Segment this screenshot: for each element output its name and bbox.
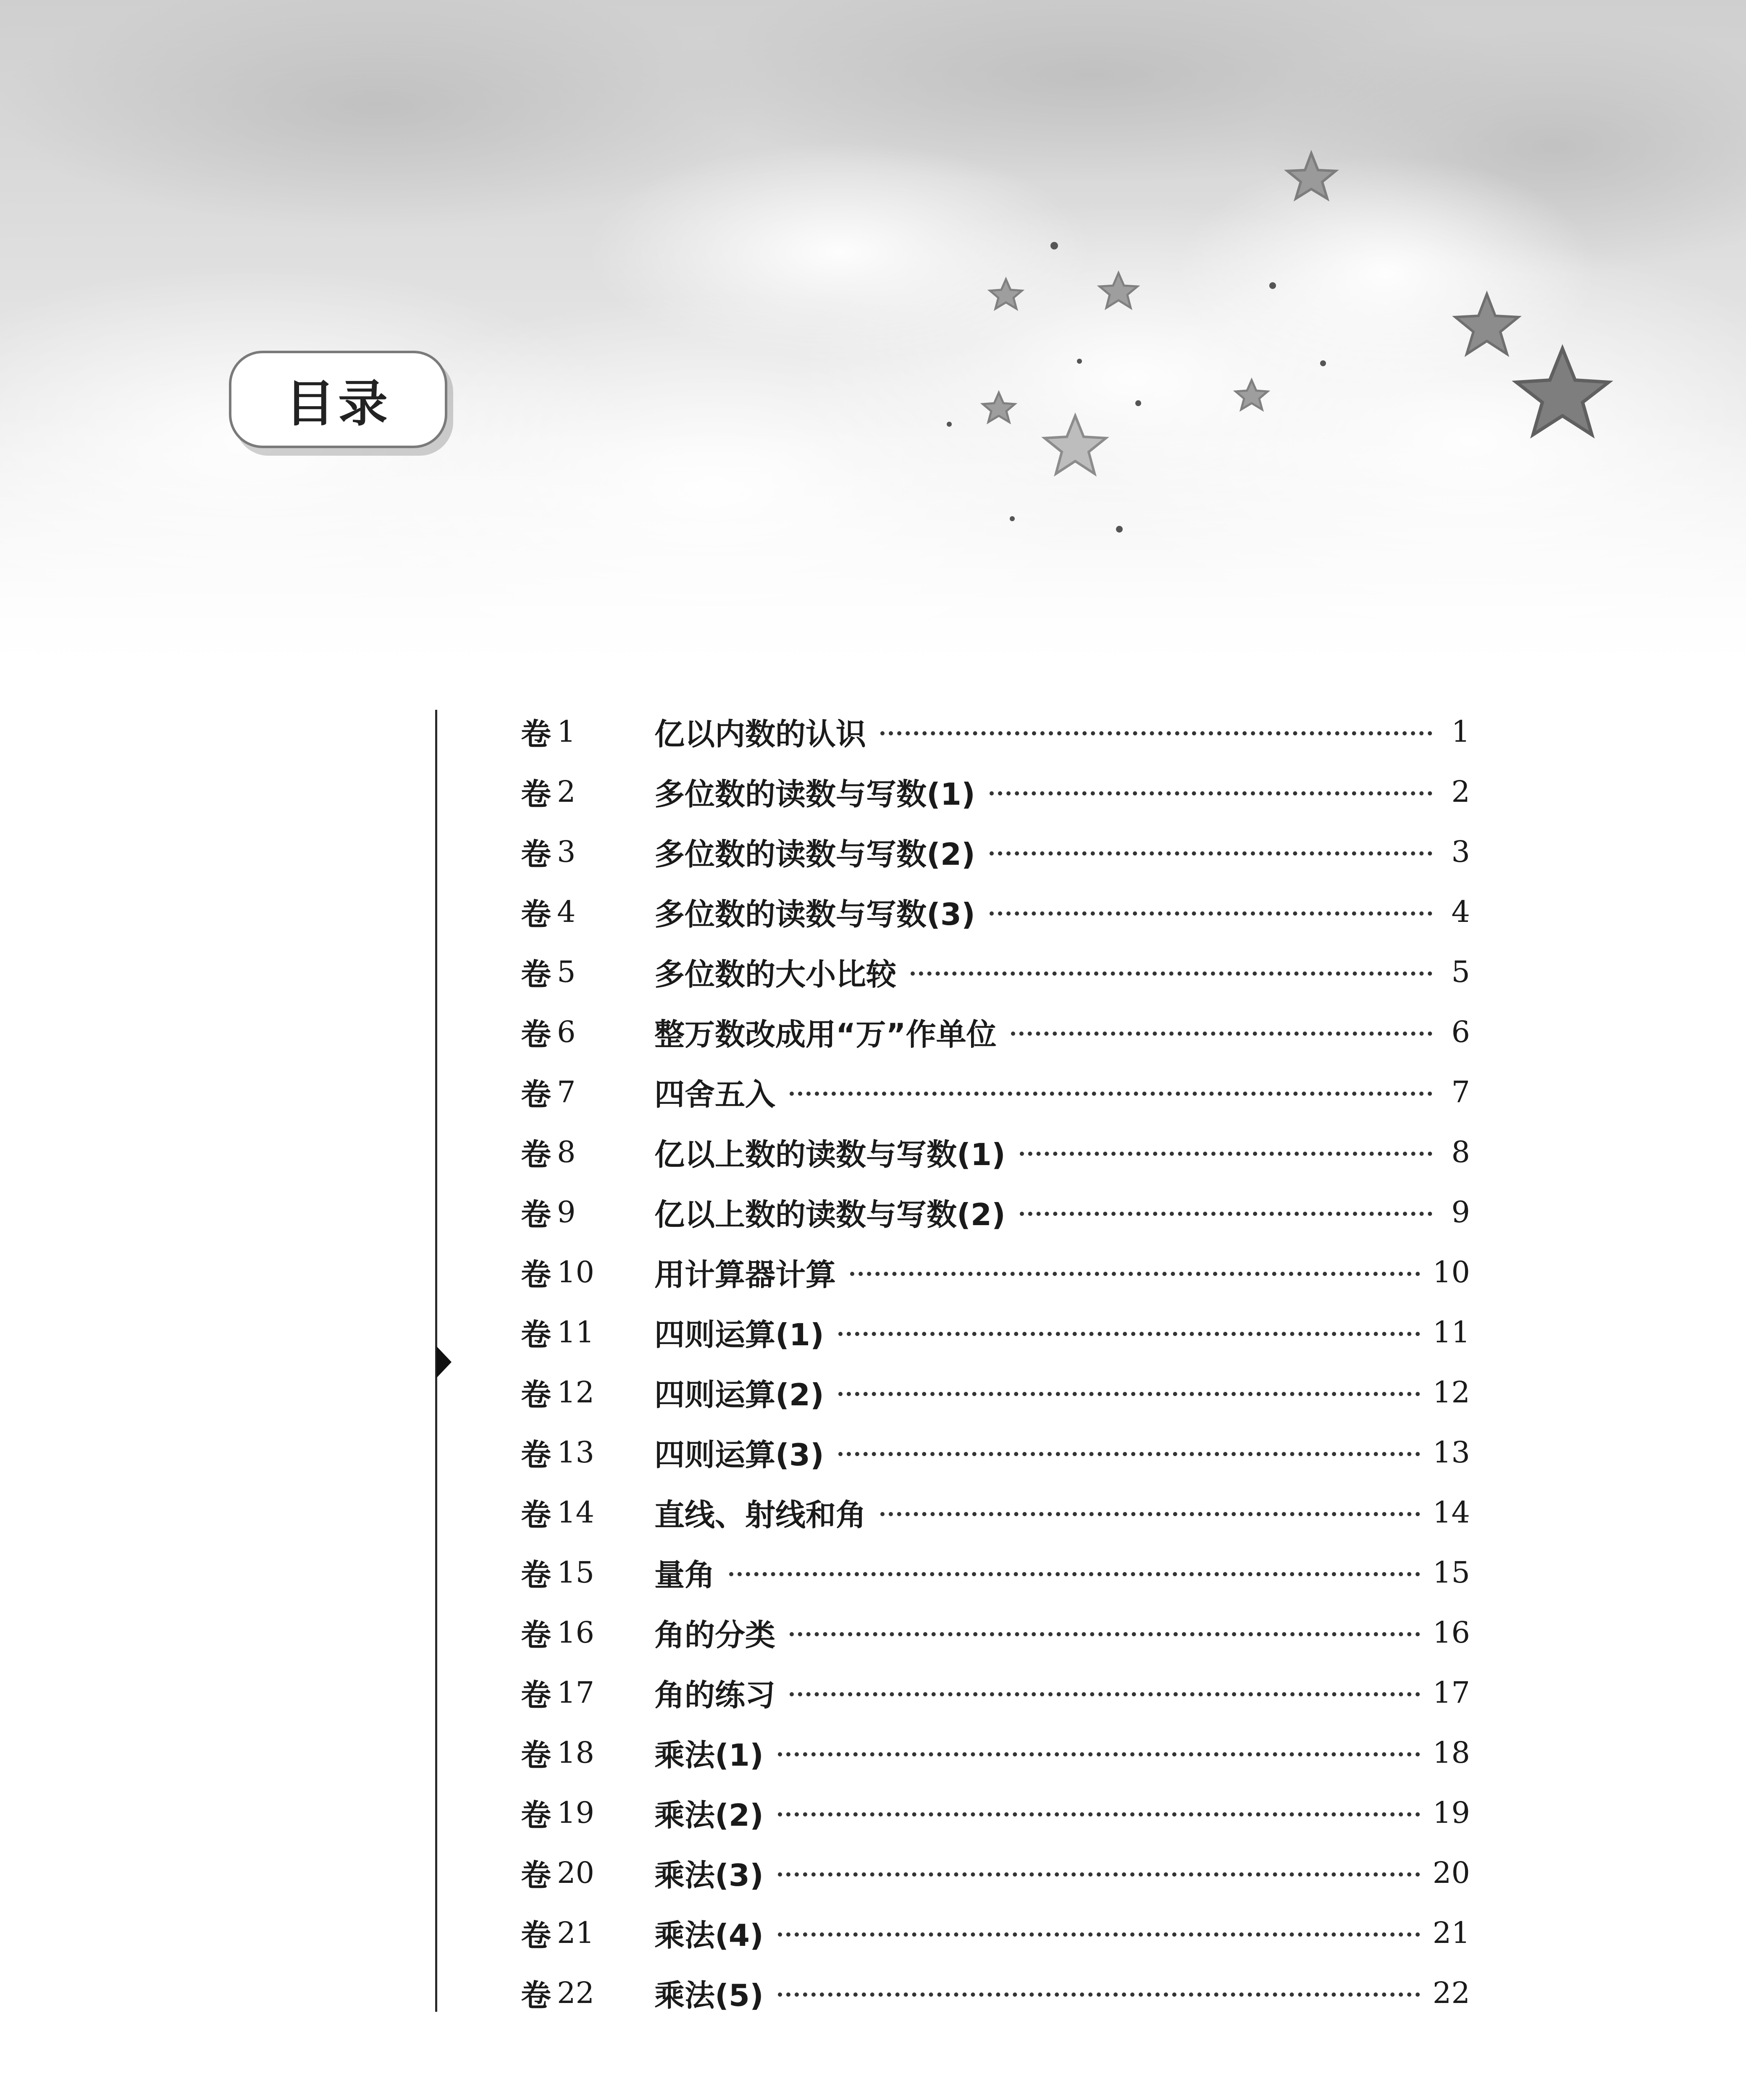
leader-dots	[838, 1392, 1420, 1396]
entry-title: 多位数的读数与写数(3)	[654, 896, 975, 932]
entry-title: 量角	[654, 1557, 715, 1593]
entry-prefix: 卷	[521, 896, 551, 932]
toc-entry[interactable]	[521, 1843, 1470, 1903]
entry-prefix: 卷	[521, 1137, 551, 1172]
entry-page: 17	[1432, 1675, 1470, 1710]
entry-page: 1	[1451, 714, 1470, 749]
toc-entry[interactable]	[521, 822, 1470, 882]
entry-title: 四则运算(2)	[654, 1377, 824, 1412]
entry-title: 直线、射线和角	[654, 1497, 866, 1533]
entry-title: 整万数改成用“万”作单位	[654, 1016, 997, 1052]
leader-dots	[850, 1272, 1420, 1276]
entry-page: 19	[1432, 1795, 1470, 1830]
toc-entry[interactable]	[521, 1963, 1470, 2023]
toc-entry[interactable]	[521, 1302, 1470, 1362]
entry-title: 多位数的读数与写数(2)	[654, 836, 975, 872]
entry-number: 10	[557, 1255, 595, 1289]
entry-title: 四则运算(3)	[654, 1437, 824, 1473]
entry-prefix: 卷	[521, 836, 551, 872]
leader-dots	[778, 1872, 1420, 1877]
toc-entry[interactable]	[521, 1602, 1470, 1662]
entry-number: 16	[557, 1615, 595, 1650]
page-title: 目录	[285, 375, 391, 433]
entry-prefix: 卷	[521, 716, 551, 752]
entry-title: 亿以上数的读数与写数(2)	[654, 1197, 1006, 1232]
toc-entry[interactable]	[521, 1362, 1470, 1422]
entry-title: 多位数的大小比较	[654, 956, 897, 992]
leader-dots	[990, 851, 1432, 856]
leader-dots	[838, 1452, 1420, 1456]
entry-title: 亿以内数的认识	[654, 716, 866, 752]
leader-dots	[790, 1692, 1420, 1696]
entry-page: 13	[1432, 1435, 1470, 1470]
leader-dots	[990, 911, 1432, 916]
entry-page: 4	[1451, 894, 1470, 929]
toc-entry[interactable]	[521, 942, 1470, 1002]
entry-page: 9	[1451, 1194, 1470, 1229]
entry-number: 13	[557, 1435, 595, 1470]
entry-page: 20	[1432, 1855, 1470, 1890]
entry-page: 5	[1451, 954, 1470, 989]
entry-page: 2	[1451, 774, 1470, 809]
entry-prefix: 卷	[521, 1917, 551, 1953]
leader-dots	[729, 1572, 1420, 1576]
entry-prefix: 卷	[521, 1497, 551, 1533]
entry-number: 14	[557, 1495, 595, 1530]
entry-title: 乘法(2)	[654, 1797, 764, 1833]
entry-prefix: 卷	[521, 1076, 551, 1112]
entry-number: 12	[557, 1375, 595, 1410]
entry-page: 12	[1432, 1375, 1470, 1410]
entry-prefix: 卷	[521, 1437, 551, 1473]
leader-dots	[778, 1812, 1420, 1816]
toc-entry[interactable]	[521, 882, 1470, 942]
leader-dots	[1011, 1032, 1432, 1036]
entry-number: 3	[557, 834, 576, 869]
entry-page: 18	[1432, 1735, 1470, 1770]
entry-page: 21	[1432, 1915, 1470, 1950]
leader-dots	[880, 1512, 1420, 1516]
toc-entry[interactable]	[521, 1062, 1470, 1122]
toc-entry[interactable]	[521, 761, 1470, 822]
leader-dots	[911, 971, 1432, 976]
entry-number: 22	[557, 1975, 595, 2010]
entry-number: 21	[557, 1915, 595, 1950]
entry-prefix: 卷	[521, 1016, 551, 1052]
entry-prefix: 卷	[521, 1617, 551, 1653]
entry-prefix: 卷	[521, 1977, 551, 2013]
toc-entry[interactable]	[521, 1242, 1470, 1302]
leader-dots	[778, 1752, 1420, 1756]
toc-entry[interactable]	[521, 1422, 1470, 1482]
leader-dots	[880, 731, 1432, 735]
toc-entry[interactable]	[521, 1482, 1470, 1542]
header-cloud-background	[0, 0, 1746, 689]
entry-prefix: 卷	[521, 1197, 551, 1232]
entry-number: 11	[557, 1315, 595, 1349]
toc-entry[interactable]	[521, 1122, 1470, 1182]
triangle-marker-icon	[436, 1346, 452, 1378]
entry-page: 7	[1451, 1074, 1470, 1109]
entry-title: 多位数的读数与写数(1)	[654, 776, 975, 812]
entry-number: 4	[557, 894, 576, 929]
entry-page: 22	[1432, 1975, 1470, 2010]
leader-dots	[1020, 1212, 1432, 1216]
toc-entry[interactable]	[521, 1903, 1470, 1963]
entry-title: 乘法(3)	[654, 1857, 764, 1893]
toc-entry[interactable]	[521, 1662, 1470, 1722]
leader-dots	[1020, 1152, 1432, 1156]
entry-prefix: 卷	[521, 1317, 551, 1352]
entry-prefix: 卷	[521, 776, 551, 812]
entry-title: 亿以上数的读数与写数(1)	[654, 1137, 1006, 1172]
entry-prefix: 卷	[521, 1377, 551, 1412]
entry-number: 9	[557, 1194, 576, 1229]
leader-dots	[838, 1332, 1420, 1336]
entry-prefix: 卷	[521, 1737, 551, 1773]
entry-page: 16	[1432, 1615, 1470, 1650]
entry-number: 15	[557, 1555, 595, 1590]
leader-dots	[790, 1632, 1420, 1636]
entry-page: 11	[1432, 1315, 1470, 1349]
entry-title: 乘法(5)	[654, 1977, 764, 2013]
entry-page: 3	[1451, 834, 1470, 869]
entry-prefix: 卷	[521, 1257, 551, 1292]
entry-title: 乘法(4)	[654, 1917, 764, 1953]
toc-entry[interactable]	[521, 1542, 1470, 1602]
entry-number: 6	[557, 1014, 576, 1049]
toc-entry[interactable]	[521, 1002, 1470, 1062]
entry-prefix: 卷	[521, 1677, 551, 1713]
entry-page: 10	[1432, 1255, 1470, 1289]
toc-entry[interactable]	[521, 1722, 1470, 1782]
entry-number: 19	[557, 1795, 595, 1830]
entry-prefix: 卷	[521, 1797, 551, 1833]
entry-number: 20	[557, 1855, 595, 1890]
leader-dots	[790, 1092, 1432, 1096]
entry-title: 用计算器计算	[654, 1257, 836, 1292]
entry-number: 17	[557, 1675, 595, 1710]
entry-number: 5	[557, 954, 576, 989]
entry-prefix: 卷	[521, 956, 551, 992]
entry-number: 8	[557, 1134, 576, 1169]
leader-dots	[778, 1992, 1420, 1997]
entry-prefix: 卷	[521, 1557, 551, 1593]
toc-entry[interactable]	[521, 701, 1470, 761]
toc-entry[interactable]	[521, 1182, 1470, 1242]
entry-page: 14	[1432, 1495, 1470, 1530]
entry-page: 8	[1451, 1134, 1470, 1169]
entry-title: 角的练习	[654, 1677, 776, 1713]
toc-entry[interactable]	[521, 1782, 1470, 1843]
entry-title: 角的分类	[654, 1617, 776, 1653]
toc-title-badge	[229, 351, 447, 448]
leader-dots	[778, 1932, 1420, 1937]
table-of-contents	[521, 701, 1470, 2023]
entry-number: 1	[557, 714, 576, 749]
entry-number: 2	[557, 774, 576, 809]
entry-title: 乘法(1)	[654, 1737, 764, 1773]
entry-number: 7	[557, 1074, 576, 1109]
entry-title: 四则运算(1)	[654, 1317, 824, 1352]
leader-dots	[990, 791, 1432, 795]
entry-page: 6	[1451, 1014, 1470, 1049]
entry-title: 四舍五入	[654, 1076, 776, 1112]
entry-number: 18	[557, 1735, 595, 1770]
entry-prefix: 卷	[521, 1857, 551, 1893]
entry-page: 15	[1432, 1555, 1470, 1590]
